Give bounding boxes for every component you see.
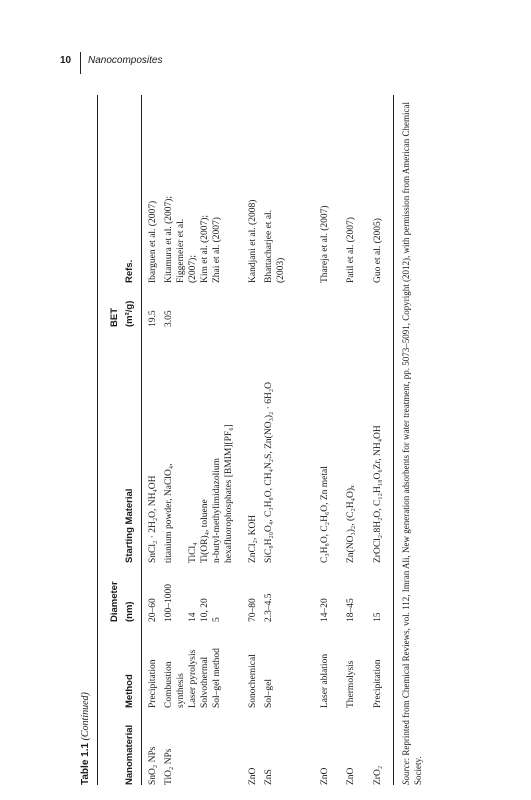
cell-method-r2-l0: Sonochemical [248,654,258,708]
cell-refs-r3-l0: Bhattacharjee et al. [264,209,274,283]
cell-diameter-r3-l0: 2.3–4.5 [264,593,274,622]
cell-bet-r0-l0: 19.5 [148,310,158,327]
page-number: 10 [60,55,72,66]
cell-diameter-r0-l0: 20–60 [148,598,158,622]
rotated-table [75,95,435,785]
table-continued: (Continued) [80,692,91,741]
cell-refs-r2-l0: Kandjani et al. (2008) [248,199,258,283]
cell-starting-material-r6-l0: ZrOCl₂.8H₂O, C₁₂H₁₈O₆Zr, NH₄OH [373,425,383,563]
header-diameter-unit: (nm) [124,601,135,622]
cell-method-r1-l0: Combustion [164,661,174,708]
table-header-rule [141,95,142,785]
table-region [75,95,435,785]
table-top-rule [97,95,98,785]
cell-diameter-r2-l0: 70–80 [248,598,258,622]
cell-method-r1-l2: Laser pyrolysis [188,649,198,708]
header-divider [80,52,81,74]
cell-diameter-r1-l2: 14 [188,612,198,622]
header-diameter: Diameter [109,581,120,622]
cell-starting-material-r1-l5: hexafluorophosphates [BMIM][PF₆] [224,424,234,563]
cell-nanomaterial-r2-l0: ZnO [248,767,258,785]
table-bottom-rule [393,95,394,785]
cell-starting-material-r4-l0: C₃H₈O, C₂H₆O, Zn metal [320,466,330,563]
cell-diameter-r6-l0: 15 [373,612,383,622]
cell-method-r1-l4: Sol–gel method [212,648,222,708]
cell-starting-material-r1-l0: titanium powder, NaClO₄, [164,463,174,563]
cell-nanomaterial-r4-l0: ZnO [320,767,330,785]
cell-method-r6-l0: Precipitation [373,659,383,708]
cell-nanomaterial-r0-l0: SnO₂ NPs [148,746,158,785]
cell-starting-material-r1-l4: n-butyl-methylimidazolium [212,457,222,563]
cell-refs-r3-l1: (2003) [276,257,286,283]
cell-diameter-r1-l4: 5 [212,617,222,622]
cell-method-r4-l0: Laser ablation [320,653,330,708]
cell-method-r1-l1: synthesis [176,673,186,708]
cell-nanomaterial-r3-l0: ZnS [264,769,274,785]
cell-refs-r6-l0: Guo et al. (2005) [373,218,383,283]
cell-method-r1-l3: Solvothermal [200,656,210,708]
cell-refs-r1-l2: (2007); [188,255,198,283]
cell-refs-r5-l0: Patil et al. (2007) [346,217,356,283]
cell-refs-r1-l1: Figgemeier et al. [176,218,186,283]
header-nanomaterial: Nanomaterial [124,724,135,785]
header-bet: BET [109,308,120,327]
cell-bet-r1-l0: 3.05 [164,310,174,327]
cell-refs-r0-l0: Ibarguen et al. (2007) [148,200,158,283]
cell-starting-material-r2-l0: ZnCl₂, KOH [248,514,258,563]
cell-nanomaterial-r6-l0: ZrO₂ [373,765,383,785]
cell-refs-r1-l3: Kim et al. (2007); [200,214,210,283]
cell-refs-r1-l0: Kitamura et al. (2007); [164,195,174,283]
cell-starting-material-r0-l0: SnCl₂ · 2H₂O, NH₄OH [148,475,158,563]
cell-diameter-r1-l3: 10, 20 [200,598,210,622]
source-text: : Reprinted from Chemical Reviews, vol. 112, Imran Ali, New generation adsorbents for water treatment, pp. 5073–5091, Copyright (2012), with permission from American Chemical Society. [401,102,423,785]
cell-starting-material-r1-l2: TiCl₄ [188,542,198,563]
cell-diameter-r1-l0: 100–1000 [164,584,174,622]
table-label: Table 1.1 [80,742,91,785]
header-starting-material: Starting Material [124,488,135,563]
header-refs: Refs. [124,259,135,283]
cell-method-r0-l0: Precipitation [148,659,158,708]
header-bet-unit: (m²/g) [124,300,135,327]
cell-refs-r1-l4: Zhai et al. (2007) [212,217,222,283]
cell-diameter-r5-l0: 18–45 [346,598,356,622]
header-method: Method [124,674,135,708]
cell-starting-material-r3-l0: SiC₈H₂₀O₄, C₃H₈O, CH₄N₂S, Zn(NO₃)₂ · 6H₂O [264,381,274,563]
table-source-note [400,95,424,785]
running-title: Nanocomposites [88,55,163,66]
page-header [60,52,480,74]
cell-nanomaterial-r1-l0: TiO₂ NPs [164,748,174,785]
cell-nanomaterial-r5-l0: ZnO [346,767,356,785]
cell-diameter-r4-l0: 14–20 [320,598,330,622]
cell-starting-material-r5-l0: Zn(NO₃)₂, (C₂H₄O)ₓ [346,485,356,563]
cell-method-r5-l0: Thermolysis [346,660,356,708]
cell-method-r3-l0: Sol–gel [264,678,274,708]
source-label: Source [401,760,411,785]
cell-starting-material-r1-l3: Ti(OR)₄, toluene [200,499,210,563]
table-caption [80,692,92,785]
cell-refs-r4-l0: Thareja et al. (2007) [320,205,330,283]
